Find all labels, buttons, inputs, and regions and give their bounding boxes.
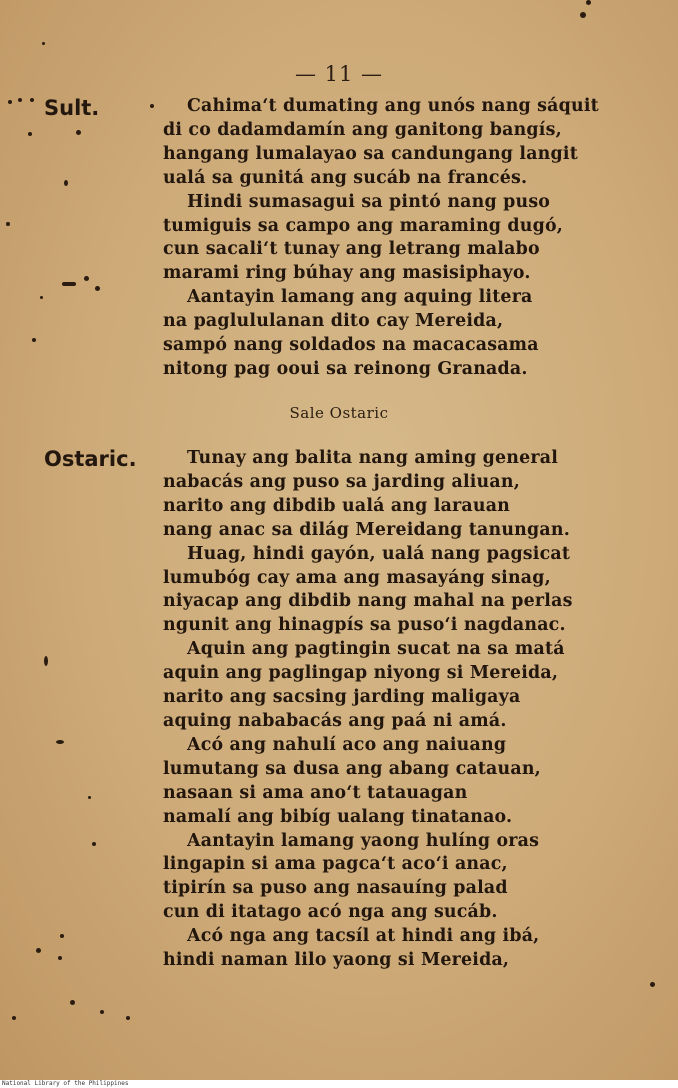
verse-line: cun sacali‘t tunay ang letrang malabo: [163, 239, 540, 260]
ink-speck: [12, 1016, 16, 1020]
ink-speck: [28, 132, 32, 136]
verse-line: cun di itatago acó nga ang sucáb.: [163, 902, 498, 923]
ink-speck: [126, 1016, 130, 1020]
verse-line: Tunay ang balita nang aming general: [187, 448, 559, 468]
ink-speck: [8, 100, 12, 104]
verse-line: nang anac sa dilág Mereidang tanungan.: [163, 519, 570, 540]
verse-line: lumutang sa dusa ang abang catauan,: [163, 758, 541, 779]
ink-speck: [58, 956, 62, 960]
ink-speck: [95, 286, 100, 291]
verse-line: di co dadamdamín ang ganitong bangís,: [163, 119, 562, 140]
verse-line: ualá sa gunitá ang sucáb na francés.: [163, 167, 528, 188]
verse-line: narito ang sacsing jarding maligaya: [163, 687, 521, 708]
verse-line: Acó ang nahulí aco ang naiuang: [187, 734, 507, 755]
verse-line: nitong pag ooui sa reinong Granada.: [163, 358, 528, 379]
ink-speck: [62, 282, 76, 286]
verse-line: hindi naman lilo yaong si Mereida,: [163, 950, 510, 971]
speaker-ostaric: Ostaric.: [44, 447, 137, 471]
verse-line: Cahima‘t dumating ang unós nang sáquit: [187, 96, 599, 116]
verse-line: na paglululanan dito cay Mereida,: [163, 311, 504, 332]
verse-block-ostaric: [163, 447, 643, 973]
ink-speck: [18, 98, 22, 102]
ink-speck: [44, 656, 48, 666]
ink-speck: [6, 222, 10, 226]
verse-line: nasaan si ama ano‘t tatauagan: [163, 782, 468, 803]
verse-line: ngunit ang hinagpís sa puso‘i nagdanac.: [163, 615, 566, 636]
ink-speck: [150, 104, 154, 108]
speaker-sult: Sult.: [44, 96, 100, 120]
verse-line: niyacap ang dibdib nang mahal na perlas: [163, 591, 573, 612]
ink-speck: [580, 12, 586, 18]
verse-line: Aantayin lamang yaong hulíng oras: [187, 830, 540, 851]
verse-line: lingapin si ama pagca‘t aco‘i anac,: [163, 854, 508, 875]
ink-speck: [30, 98, 34, 102]
footer-credit: National Library of the Philippines: [0, 1080, 678, 1088]
ink-speck: [40, 296, 43, 299]
ink-speck: [36, 948, 41, 953]
ink-speck: [650, 982, 655, 987]
verse-line: Hindi sumasagui sa pintó nang puso: [187, 191, 551, 212]
ink-speck: [60, 934, 64, 938]
ink-speck: [100, 1010, 104, 1014]
ink-speck: [76, 130, 81, 135]
ink-speck: [32, 338, 36, 342]
verse-line: aquin ang paglingap niyong si Mereida,: [163, 663, 559, 684]
verse-line: tumiguis sa campo ang maraming dugó,: [163, 215, 564, 236]
verse-line: marami ring búhay ang masisiphayo.: [163, 263, 531, 284]
verse-line: aquing nababacás ang paá ni amá.: [163, 710, 507, 731]
ink-speck: [586, 0, 591, 5]
verse-line: namalí ang bibíg ualang tinatanao.: [163, 806, 513, 827]
verse-line: sampó nang soldados na macacasama: [163, 335, 539, 356]
verse-line: nabacás ang puso sa jarding aliuan,: [163, 471, 520, 492]
verse-line: Acó nga ang tacsíl at hindi ang ibá,: [187, 926, 540, 947]
verse-line: tipirín sa puso ang nasauíng palad: [163, 878, 508, 899]
ink-speck: [70, 1000, 75, 1005]
ink-speck: [84, 276, 89, 281]
ink-speck: [88, 796, 91, 799]
verse-line: lumubóg cay ama ang masayáng sinag,: [163, 567, 551, 588]
verse-line: narito ang dibdib ualá ang larauan: [163, 495, 511, 516]
verse-line: Aquin ang pagtingin sucat na sa matá: [187, 639, 565, 660]
ink-speck: [42, 42, 45, 45]
page-number: — 11 —: [294, 62, 384, 86]
verse-line: Huag, hindi gayón, ualá nang pagsicat: [187, 543, 571, 564]
verse-line: hangang lumalayao sa candungang langit: [163, 143, 578, 164]
ink-speck: [64, 180, 68, 186]
verse-block-sult: [163, 95, 643, 382]
verse-line: Aantayin lamang ang aquing litera: [187, 287, 533, 308]
stage-direction: Sale Ostaric: [289, 404, 389, 422]
ink-speck: [92, 842, 96, 846]
ink-speck: [56, 740, 64, 744]
